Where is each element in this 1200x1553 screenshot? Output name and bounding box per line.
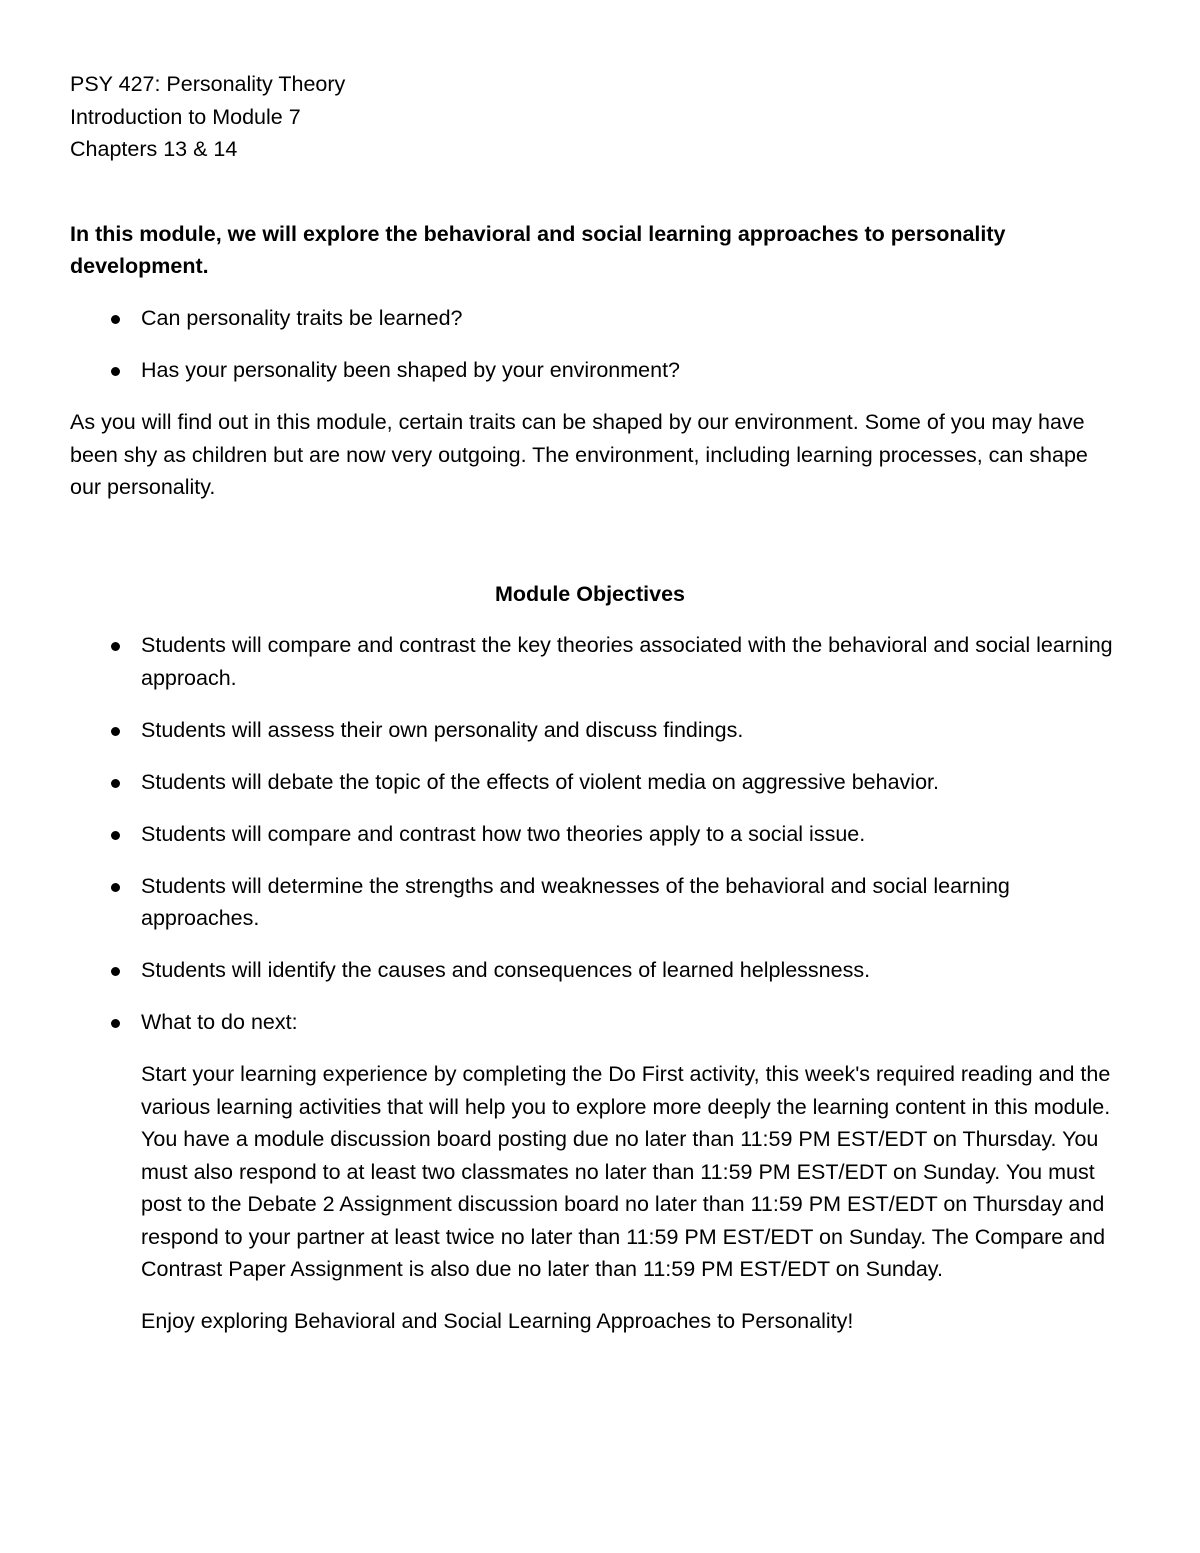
list-item — [70, 954, 1120, 987]
module-title: Introduction to Module 7 — [70, 104, 301, 129]
list-item — [70, 766, 1120, 799]
next-steps-label: What to do next: — [141, 1010, 298, 1034]
bullet-icon — [111, 315, 120, 324]
objective-text: Students will assess their own personality and discuss findings. — [141, 717, 744, 742]
list-item — [70, 714, 1120, 747]
list-item — [70, 870, 1120, 935]
bullet-icon — [111, 779, 120, 788]
list-item — [70, 1006, 1120, 1039]
intro-paragraph: As you will find out in this module, certain traits can be shaped by our environment. Some of you may have been shy as children but are now very outgoing. The environment, including learning processes, can shape our personality. — [70, 410, 1088, 499]
bullet-icon — [111, 727, 120, 736]
bullet-icon — [111, 883, 120, 892]
objective-text: Students will compare and contrast how two theories apply to a social issue. — [141, 821, 866, 846]
chapters-label: Chapters 13 & 14 — [70, 137, 238, 161]
objective-text: Students will compare and contrast the key theories associated with the behavioral and social learning approach. — [141, 633, 1113, 690]
objective-text: Students will identify the causes and consequences of learned helplessness. — [141, 958, 871, 982]
course-title: PSY 427: Personality Theory — [70, 72, 346, 96]
objectives-heading: Module Objectives — [495, 581, 685, 606]
question-text: Can personality traits be learned? — [141, 306, 463, 330]
bullet-icon — [111, 1019, 120, 1028]
list-item — [70, 302, 1120, 335]
question-text: Has your personality been shaped by your environment? — [141, 358, 681, 382]
intro-statement: In this module, we will explore the behavioral and social learning approaches to personality development. — [70, 221, 1006, 278]
closing-line: Enjoy exploring Behavioral and Social Learning Approaches to Personality! — [141, 1309, 854, 1333]
objectives-list — [70, 629, 1120, 1039]
next-steps-paragraph: Start your learning experience by completing the Do First activity, this week's required reading and the various learning activities that will help you to explore more deeply the learning content in this module. You have a module discussion board posting due no later than 11:59 PM EST/EDT on Thursday. You must also respond to at least two classmates no later than 11:59 PM EST/EDT on Sunday. You must post to the Debate 2 Assignment discussion board no later than 11:59 PM EST/EDT on Thursday and respond to your partner at least twice no later than 11:59 PM EST/EDT on Sunday. The Compare and Contrast Paper Assignment is also due no later than 11:59 PM EST/EDT on Sunday. — [141, 1062, 1111, 1281]
bullet-icon — [111, 967, 120, 976]
list-item — [70, 629, 1120, 694]
objective-text: Students will debate the topic of the effects of violent media on aggressive behavior. — [141, 769, 939, 794]
bullet-icon — [111, 367, 120, 376]
list-item — [70, 818, 1120, 851]
list-item — [70, 354, 1120, 387]
bullet-icon — [111, 642, 120, 651]
objective-text: Students will determine the strengths and weaknesses of the behavioral and social learning approaches. — [141, 873, 1010, 930]
bullet-icon — [111, 831, 120, 840]
question-list — [70, 302, 1120, 387]
